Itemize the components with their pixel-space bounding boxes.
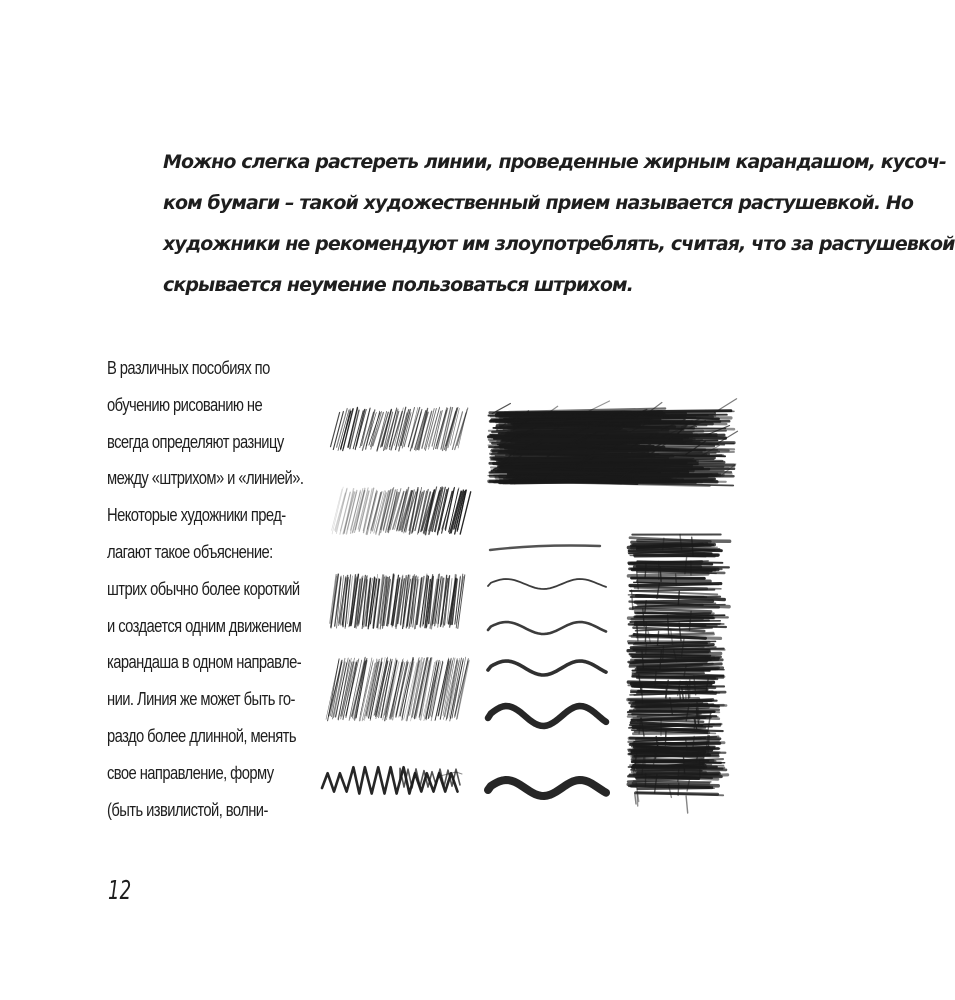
quote-line: ком бумаги – такой художественный прием называется растушевкой. Но [163,192,914,214]
body-line: раздо более длинной, менять [107,725,296,746]
body-line: нии. Линия же может быть го- [107,689,295,710]
body-line: и создается одним движением [107,615,302,636]
fine-hatching-icon [326,657,469,721]
thin-wavy-line-icon [488,579,606,589]
body-line: обучению рисованию не [107,394,263,415]
medium-wavy-line-icon [488,622,606,634]
light-hatching-icon [331,407,468,451]
body-line: (быть извилистой, волни- [107,799,268,820]
body-line: Некоторые художники пред- [107,505,286,526]
body-line: всегда определяют разницу [107,431,284,452]
vertical-scribble-block-icon [628,535,730,814]
thick-wavy-line-icon [488,661,606,675]
quote-line: художники не рекомендуют им злоупотреблять, считая, что за растушевкой [163,233,955,255]
quote-line: скрывается неумение пользоваться штрихом. [163,274,633,296]
body-line: лагают такое объяснение: [107,541,273,562]
bold-wavy-line-icon [488,706,606,726]
page-number: 12 [108,876,132,906]
gradient-hatching-icon [332,487,471,535]
dense-hatching-icon [330,574,465,629]
heaviest-wavy-line-icon [488,780,606,796]
body-line: штрих обычно более короткий [107,578,300,599]
straight-line-icon [490,546,600,551]
body-line: между «штрихом» и «линией». [107,468,304,489]
zigzag-scribble-icon [322,767,462,793]
body-line: свое направление, форму [107,762,274,783]
body-line: В различных пособиях по [107,358,270,378]
body-line: карандаша в одном направле- [107,652,302,673]
quote-line: Можно слегка растереть линии, проведенные жирным карандашом, кусоч- [163,151,946,173]
heavy-scribble-smudge-icon [488,399,738,486]
